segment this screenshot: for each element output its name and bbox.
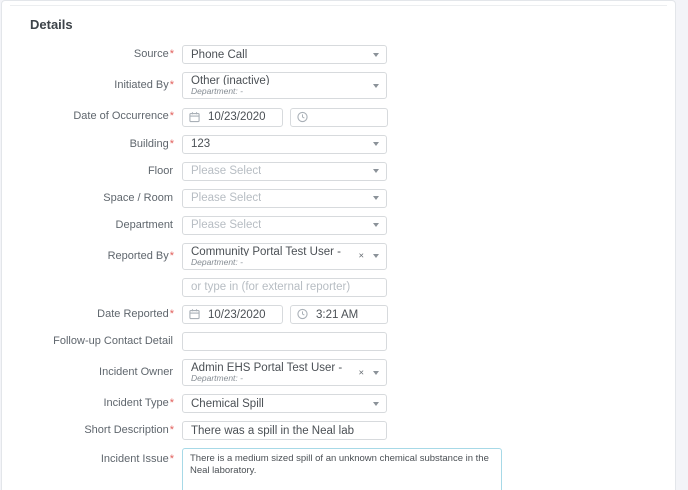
caret-down-icon[interactable] bbox=[373, 371, 379, 375]
source-select-value: Phone Call bbox=[191, 48, 248, 61]
space-room-label: Space / Room bbox=[103, 191, 173, 204]
incident-owner-select-value: Admin EHS Portal Test User - bbox=[191, 362, 343, 372]
form-row-source bbox=[30, 45, 675, 64]
floor-select-placeholder: Please Select bbox=[191, 165, 262, 177]
required-asterisk: * bbox=[169, 48, 174, 60]
followup-contact-label: Follow-up Contact Detail bbox=[53, 335, 173, 347]
incident-owner-department-subtext: Department: - bbox=[191, 373, 243, 383]
date-reported-date-wrapper bbox=[182, 305, 283, 325]
form-row-short-description bbox=[30, 421, 675, 440]
required-asterisk: * bbox=[169, 397, 174, 409]
date-of-occurrence-date-wrapper bbox=[182, 107, 283, 127]
caret-down-icon[interactable] bbox=[373, 169, 379, 173]
required-asterisk: * bbox=[169, 79, 174, 91]
caret-down-icon[interactable] bbox=[373, 254, 379, 258]
required-asterisk: * bbox=[169, 307, 174, 320]
caret-down-icon[interactable] bbox=[373, 53, 379, 57]
initiated-by-select[interactable] bbox=[182, 72, 387, 99]
building-select[interactable] bbox=[182, 135, 387, 154]
incident-type-label: Incident Type* bbox=[103, 397, 174, 409]
incident-owner-select[interactable] bbox=[182, 359, 387, 386]
space-room-select-placeholder: Please Select bbox=[191, 192, 262, 204]
form-row-incident-type bbox=[30, 394, 675, 413]
required-asterisk: * bbox=[169, 110, 174, 123]
required-asterisk: * bbox=[169, 424, 174, 436]
building-select-value: 123 bbox=[191, 138, 211, 150]
required-asterisk: * bbox=[169, 137, 174, 150]
form-row-space-room bbox=[30, 189, 675, 208]
date-reported-date-input[interactable] bbox=[182, 305, 283, 324]
form-row-date-of-occurrence bbox=[30, 107, 675, 127]
incident-issue-label: Incident Issue* bbox=[100, 453, 174, 465]
required-asterisk: * bbox=[169, 249, 174, 262]
incident-type-select-value: Chemical Spill bbox=[191, 397, 264, 410]
incident-type-select[interactable] bbox=[182, 394, 387, 413]
form-row-incident-issue bbox=[30, 448, 675, 490]
details-form bbox=[2, 45, 675, 490]
source-label: Source* bbox=[133, 48, 174, 60]
building-label: Building* bbox=[129, 137, 174, 150]
followup-contact-input[interactable] bbox=[182, 332, 387, 351]
initiated-by-label: Initiated By* bbox=[114, 79, 174, 91]
department-select-placeholder: Please Select bbox=[191, 219, 262, 231]
panel-title: Details bbox=[30, 17, 73, 32]
floor-label: Floor bbox=[147, 164, 173, 177]
date-reported-time-input[interactable] bbox=[290, 305, 388, 324]
required-asterisk: * bbox=[169, 453, 174, 465]
form-row-floor bbox=[30, 162, 675, 181]
source-select[interactable] bbox=[182, 45, 387, 64]
details-panel bbox=[1, 0, 676, 490]
form-row-date-reported bbox=[30, 305, 675, 325]
initiated-by-select-value: Other (inactive) bbox=[191, 75, 270, 85]
space-room-select[interactable] bbox=[182, 189, 387, 208]
department-label: Department bbox=[115, 218, 173, 231]
date-reported-label: Date Reported* bbox=[97, 307, 174, 320]
form-row-incident-owner bbox=[30, 359, 675, 386]
form-row-external-reporter bbox=[30, 278, 675, 297]
reported-by-select[interactable] bbox=[182, 243, 387, 270]
date-of-occurrence-time-wrapper bbox=[290, 107, 388, 127]
caret-down-icon[interactable] bbox=[373, 223, 379, 227]
form-row-building bbox=[30, 135, 675, 154]
caret-down-icon[interactable] bbox=[373, 84, 379, 88]
reported-by-department-subtext: Department: - bbox=[191, 256, 243, 267]
form-row-followup-contact bbox=[30, 332, 675, 351]
reported-by-select-value: Community Portal Test User - bbox=[191, 245, 341, 256]
incident-owner-label: Incident Owner bbox=[99, 366, 173, 378]
department-select[interactable] bbox=[182, 216, 387, 235]
date-of-occurrence-label: Date of Occurrence* bbox=[73, 110, 174, 123]
reported-by-label: Reported By* bbox=[107, 249, 174, 262]
form-row-department bbox=[30, 216, 675, 235]
caret-down-icon[interactable] bbox=[373, 142, 379, 146]
form-row-initiated-by bbox=[30, 72, 675, 99]
short-description-input[interactable] bbox=[182, 421, 387, 440]
short-description-label: Short Description* bbox=[84, 424, 174, 436]
caret-down-icon[interactable] bbox=[373, 402, 379, 406]
date-of-occurrence-date-input[interactable] bbox=[182, 108, 283, 127]
initiated-by-department-subtext: Department: - bbox=[191, 86, 243, 96]
clear-icon[interactable]: × bbox=[358, 367, 364, 378]
date-reported-time-wrapper bbox=[290, 305, 388, 325]
panel-top-divider bbox=[10, 5, 667, 6]
clear-icon[interactable]: × bbox=[358, 250, 364, 262]
date-of-occurrence-time-input[interactable] bbox=[290, 108, 388, 127]
incident-issue-textarea[interactable] bbox=[182, 448, 502, 490]
external-reporter-input[interactable] bbox=[182, 278, 387, 297]
form-row-reported-by bbox=[30, 243, 675, 270]
floor-select[interactable] bbox=[182, 162, 387, 181]
caret-down-icon[interactable] bbox=[373, 196, 379, 200]
